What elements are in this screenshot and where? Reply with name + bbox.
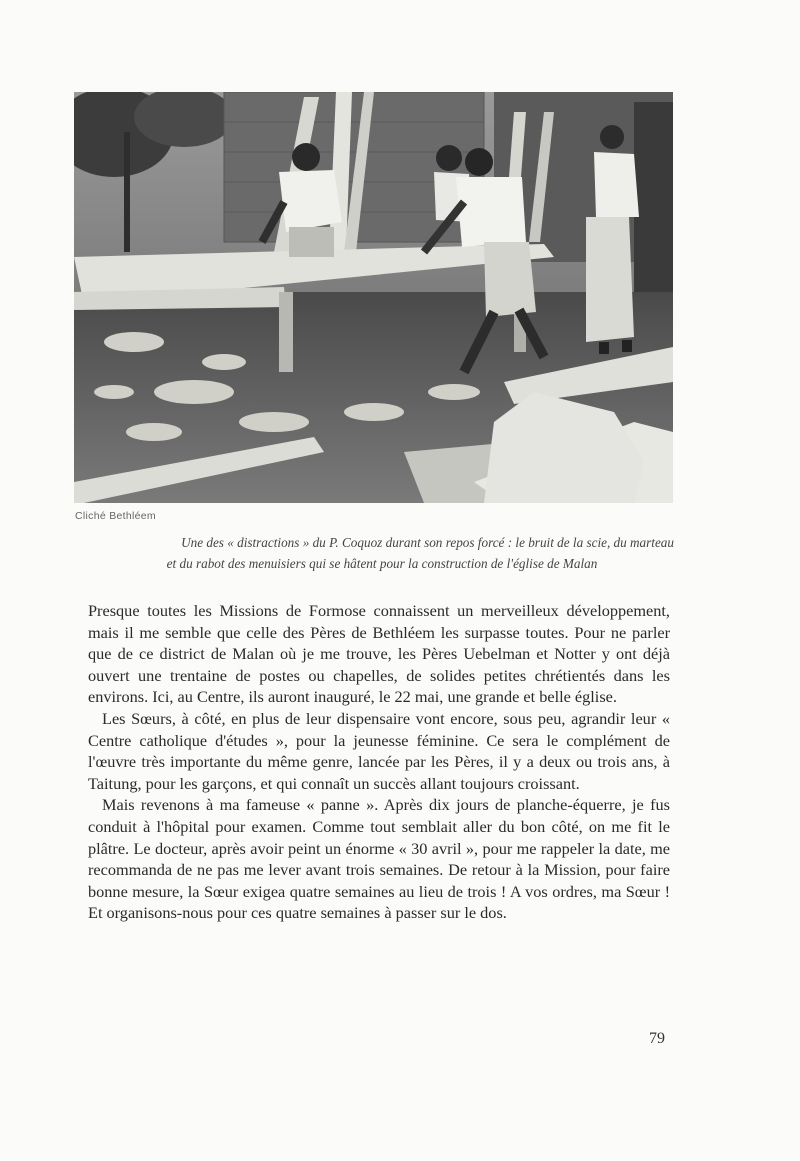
photo-caption xyxy=(74,532,674,574)
paragraph-2: Les Sœurs, à côté, en plus de leur dispensaire vont encore, sous peu, agrandir leur « Centre catholique d'études », pour la jeunesse féminine. Ce sera le complément de l'œuvre très importante du même genre, lancée par les Pères, il y a deux ou trois ans, à Taitung, pour les garçons, et qui connaît un succès allant toujours croissant. xyxy=(88,708,670,793)
photo xyxy=(74,92,673,503)
photo-credit: Cliché Bethléem xyxy=(75,510,156,522)
caption-line-2: et du rabot des menuisiers qui se hâtent pour la construction de l'église de Malan xyxy=(166,556,598,571)
paragraph-1: Presque toutes les Missions de Formose connaissent un merveilleux développement, mais il me semble que celle des Pères de Bethléem les surpasse toutes. Pour ne parler que de ce district de Malan où je me trouve, les Pères Uebelman et Notter y ont déjà ouvert une trentaine de postes ou chapelles, de solides petites chrétientés dans les environs. Ici, au Centre, ils auront inauguré, le 22 mai, une grande et belle église. xyxy=(88,601,670,707)
carpenters-photo xyxy=(74,92,673,503)
page-number: 79 xyxy=(649,1030,665,1047)
article-body xyxy=(88,600,670,924)
caption-line-1: Une des « distractions » du P. Coquoz durant son repos forcé : le bruit de la scie, du marteau xyxy=(181,535,674,550)
paragraph-3: Mais revenons à ma fameuse « panne ». Après dix jours de planche-équerre, je fus conduit à l'hôpital pour examen. Comme tout semblait aller du bon côté, on me fit le plâtre. Le docteur, après avoir peint un énorme « 30 avril », pour me rappeler la date, me recommanda de ne pas me lever avant trois semaines. De retour à la Mission, pour faire bonne mesure, la Sœur exigea quatre semaines au lieu de trois ! A vos ordres, ma Sœur ! Et organisons-nous pour ces quatre semaines à passer sur le dos. xyxy=(88,795,670,923)
